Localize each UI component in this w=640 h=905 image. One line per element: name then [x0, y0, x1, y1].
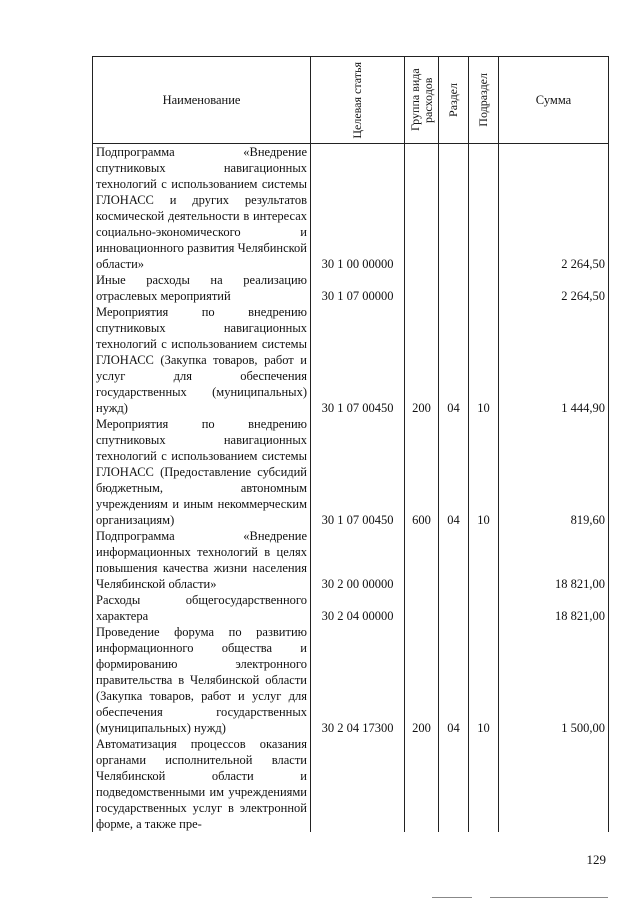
- table-row: [93, 624, 609, 736]
- row-section: 04: [439, 416, 469, 528]
- row-section: 04: [439, 624, 469, 736]
- row-amount: 2 264,50: [499, 272, 609, 304]
- row-target-article: 30 1 07 00450: [311, 304, 405, 416]
- row-name: Проведение форума по развитию информационного общества и формированию электронного правительства в Челябинской области (Закупка товаров, работ и услуг для обеспечения государственных (муниципальных) нужд): [93, 624, 311, 736]
- row-amount: 2 264,50: [499, 144, 609, 273]
- header-target-article: Целевая статья: [311, 57, 405, 144]
- row-expense-group: [405, 272, 439, 304]
- row-expense-group: 600: [405, 416, 439, 528]
- row-amount: 1 500,00: [499, 624, 609, 736]
- table-row: [93, 416, 609, 528]
- header-expense-group: Группа вида расходов: [405, 57, 439, 144]
- row-amount: 819,60: [499, 416, 609, 528]
- row-target-article: 30 1 07 00000: [311, 272, 405, 304]
- table-header-row: [93, 57, 609, 144]
- row-target-article: 30 2 04 00000: [311, 592, 405, 624]
- row-expense-group: [405, 736, 439, 832]
- row-subsection: [469, 592, 499, 624]
- table-row: [93, 592, 609, 624]
- row-section: [439, 272, 469, 304]
- header-section: Раздел: [439, 57, 469, 144]
- row-expense-group: 200: [405, 304, 439, 416]
- header-subsection: Подраздел: [469, 57, 499, 144]
- row-name: Мероприятия по внедрению спутниковых навигационных технологий с использованием системы ГЛОНАСС (Закупка товаров, работ и услуг для обеспечения государственных (муниципальных) нужд): [93, 304, 311, 416]
- row-target-article: 30 2 04 17300: [311, 624, 405, 736]
- row-section: 04: [439, 304, 469, 416]
- row-target-article: [311, 736, 405, 832]
- row-expense-group: [405, 528, 439, 592]
- row-subsection: [469, 528, 499, 592]
- row-section: [439, 144, 469, 273]
- row-name: Расходы общегосударственного характера: [93, 592, 311, 624]
- row-target-article: 30 1 00 00000: [311, 144, 405, 273]
- row-subsection: [469, 144, 499, 273]
- row-expense-group: [405, 144, 439, 273]
- row-name: Автоматизация процессов оказания органами исполнительной власти Челябинской области и подведомственными им учреждениями государственных услуг в электронной форме, а также пре-: [93, 736, 311, 832]
- page-number: 129: [586, 852, 606, 867]
- footer-rule-right: [490, 897, 608, 898]
- row-name: Мероприятия по внедрению спутниковых навигационных технологий с использованием системы ГЛОНАСС (Предоставление субсидий бюджетным, автономным учреждениям и иным некоммерческим организациям): [93, 416, 311, 528]
- row-amount: 1 444,90: [499, 304, 609, 416]
- budget-table: [92, 56, 609, 832]
- row-target-article: 30 1 07 00450: [311, 416, 405, 528]
- footer-rule-left: [432, 897, 472, 898]
- row-amount: 18 821,00: [499, 592, 609, 624]
- row-expense-group: [405, 592, 439, 624]
- header-amount: Сумма: [499, 57, 609, 144]
- table-row: [93, 304, 609, 416]
- row-subsection: 10: [469, 416, 499, 528]
- row-name: Подпрограмма «Внедрение информационных технологий в целях повышения качества жизни населения Челябинской области»: [93, 528, 311, 592]
- table-row: [93, 736, 609, 832]
- table-row: [93, 144, 609, 273]
- row-subsection: 10: [469, 624, 499, 736]
- row-subsection: [469, 272, 499, 304]
- row-section: [439, 592, 469, 624]
- row-name: Иные расходы на реализацию отраслевых мероприятий: [93, 272, 311, 304]
- header-name: Наименование: [93, 57, 311, 144]
- row-subsection: [469, 736, 499, 832]
- row-subsection: 10: [469, 304, 499, 416]
- row-section: [439, 528, 469, 592]
- row-target-article: 30 2 00 00000: [311, 528, 405, 592]
- row-amount: [499, 736, 609, 832]
- row-amount: 18 821,00: [499, 528, 609, 592]
- row-expense-group: 200: [405, 624, 439, 736]
- row-name: Подпрограмма «Внедрение спутниковых навигационных технологий с использованием системы ГЛОНАСС и других результатов космической деятельности в интересах социально-экономического и инновационного развития Челябинской области»: [93, 144, 311, 273]
- table-row: [93, 528, 609, 592]
- row-section: [439, 736, 469, 832]
- table-row: [93, 272, 609, 304]
